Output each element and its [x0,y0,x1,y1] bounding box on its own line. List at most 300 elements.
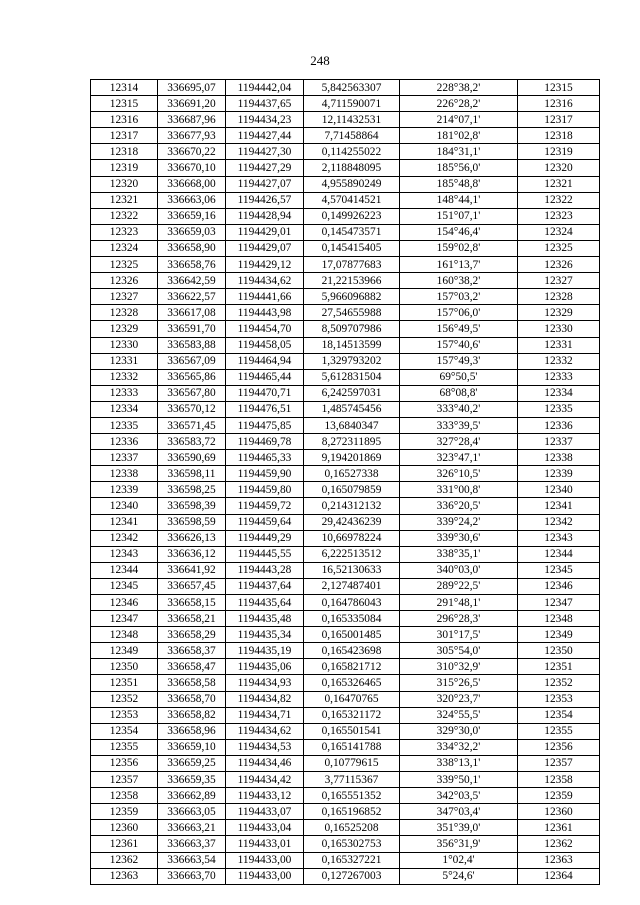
x-coordinate-cell: 336657,45 [158,578,226,594]
point-number-cell: 12350 [91,659,158,675]
x-coordinate-cell: 336659,10 [158,739,226,755]
next-point-cell: 12340 [518,482,600,498]
table-row [91,224,600,240]
y-coordinate-cell: 1194465,44 [226,369,304,385]
point-number-cell: 12330 [91,337,158,353]
y-coordinate-cell: 1194434,23 [226,112,304,128]
y-coordinate-cell: 1194459,72 [226,498,304,514]
x-coordinate-cell: 336591,70 [158,321,226,337]
distance-cell: 9,194201869 [304,450,400,466]
table-row [91,595,600,611]
bearing-cell: 184°31,1' [400,144,518,160]
point-number-cell: 12357 [91,772,158,788]
point-number-cell: 12322 [91,208,158,224]
next-point-cell: 12354 [518,707,600,723]
point-number-cell: 12355 [91,739,158,755]
bearing-cell: 151°07,1' [400,208,518,224]
point-number-cell: 12344 [91,562,158,578]
table-row [91,707,600,723]
next-point-cell: 12342 [518,514,600,530]
y-coordinate-cell: 1194427,44 [226,128,304,144]
next-point-cell: 12344 [518,546,600,562]
distance-cell: 4,711590071 [304,96,400,112]
distance-cell: 10,66978224 [304,530,400,546]
y-coordinate-cell: 1194437,64 [226,578,304,594]
point-number-cell: 12362 [91,852,158,868]
distance-cell: 0,10779615 [304,755,400,771]
table-row [91,868,600,884]
table-row [91,820,600,836]
distance-cell: 16,52130633 [304,562,400,578]
bearing-cell: 315°26,5' [400,675,518,691]
point-number-cell: 12361 [91,836,158,852]
distance-cell: 17,07877683 [304,257,400,273]
distance-cell: 0,164786043 [304,595,400,611]
x-coordinate-cell: 336658,47 [158,659,226,675]
next-point-cell: 12334 [518,385,600,401]
next-point-cell: 12356 [518,739,600,755]
bearing-cell: 324°55,5' [400,707,518,723]
point-number-cell: 12343 [91,546,158,562]
bearing-cell: 156°49,5' [400,321,518,337]
y-coordinate-cell: 1194445,55 [226,546,304,562]
x-coordinate-cell: 336598,25 [158,482,226,498]
bearing-cell: 226°28,2' [400,96,518,112]
bearing-cell: 157°40,6' [400,337,518,353]
y-coordinate-cell: 1194435,34 [226,627,304,643]
next-point-cell: 12319 [518,144,600,160]
table-row [91,208,600,224]
table-row [91,417,600,433]
x-coordinate-cell: 336622,57 [158,289,226,305]
distance-cell: 2,127487401 [304,578,400,594]
table-row [91,240,600,256]
point-number-cell: 12320 [91,176,158,192]
x-coordinate-cell: 336663,05 [158,804,226,820]
next-point-cell: 12339 [518,466,600,482]
x-coordinate-cell: 336658,90 [158,240,226,256]
distance-cell: 0,165001485 [304,627,400,643]
table-row [91,482,600,498]
next-point-cell: 12335 [518,401,600,417]
x-coordinate-cell: 336695,07 [158,80,226,96]
x-coordinate-cell: 336677,93 [158,128,226,144]
next-point-cell: 12328 [518,289,600,305]
x-coordinate-cell: 336663,21 [158,820,226,836]
x-coordinate-cell: 336663,37 [158,836,226,852]
table-row [91,96,600,112]
next-point-cell: 12336 [518,417,600,433]
bearing-cell: 320°23,7' [400,691,518,707]
next-point-cell: 12361 [518,820,600,836]
x-coordinate-cell: 336658,96 [158,723,226,739]
next-point-cell: 12363 [518,852,600,868]
distance-cell: 1,485745456 [304,401,400,417]
distance-cell: 27,54655988 [304,305,400,321]
point-number-cell: 12336 [91,434,158,450]
distance-cell: 18,14513599 [304,337,400,353]
x-coordinate-cell: 336636,12 [158,546,226,562]
point-number-cell: 12345 [91,578,158,594]
y-coordinate-cell: 1194429,07 [226,240,304,256]
bearing-cell: 333°40,2' [400,401,518,417]
bearing-cell: 327°28,4' [400,434,518,450]
bearing-cell: 5°24,6' [400,868,518,884]
distance-cell: 0,149926223 [304,208,400,224]
table-row [91,434,600,450]
table-row [91,498,600,514]
distance-cell: 21,22153966 [304,273,400,289]
point-number-cell: 12318 [91,144,158,160]
distance-cell: 8,509707986 [304,321,400,337]
distance-cell: 0,165196852 [304,804,400,820]
point-number-cell: 12341 [91,514,158,530]
x-coordinate-cell: 336687,96 [158,112,226,128]
next-point-cell: 12359 [518,788,600,804]
y-coordinate-cell: 1194426,57 [226,192,304,208]
y-coordinate-cell: 1194429,01 [226,224,304,240]
point-number-cell: 12328 [91,305,158,321]
bearing-cell: 334°32,2' [400,739,518,755]
x-coordinate-cell: 336659,16 [158,208,226,224]
table-row [91,562,600,578]
table-row [91,659,600,675]
table-row [91,514,600,530]
y-coordinate-cell: 1194434,42 [226,772,304,788]
y-coordinate-cell: 1194433,07 [226,804,304,820]
next-point-cell: 12322 [518,192,600,208]
distance-cell: 12,11432531 [304,112,400,128]
distance-cell: 0,165079859 [304,482,400,498]
x-coordinate-cell: 336659,03 [158,224,226,240]
point-number-cell: 12347 [91,611,158,627]
point-number-cell: 12356 [91,755,158,771]
table-row [91,289,600,305]
point-number-cell: 12352 [91,691,158,707]
y-coordinate-cell: 1194433,00 [226,868,304,884]
next-point-cell: 12327 [518,273,600,289]
table-row [91,675,600,691]
point-number-cell: 12363 [91,868,158,884]
point-number-cell: 12316 [91,112,158,128]
distance-cell: 29,42436239 [304,514,400,530]
bearing-cell: 339°30,6' [400,530,518,546]
bearing-cell: 339°24,2' [400,514,518,530]
point-number-cell: 12337 [91,450,158,466]
point-number-cell: 12327 [91,289,158,305]
table-row [91,450,600,466]
table-row [91,466,600,482]
y-coordinate-cell: 1194442,04 [226,80,304,96]
table-row [91,723,600,739]
x-coordinate-cell: 336567,09 [158,353,226,369]
x-coordinate-cell: 336583,88 [158,337,226,353]
table-row [91,128,600,144]
point-number-cell: 12349 [91,643,158,659]
y-coordinate-cell: 1194434,82 [226,691,304,707]
next-point-cell: 12343 [518,530,600,546]
distance-cell: 0,127267003 [304,868,400,884]
table-row [91,772,600,788]
point-number-cell: 12359 [91,804,158,820]
table-row [91,80,600,96]
y-coordinate-cell: 1194441,66 [226,289,304,305]
table-row [91,321,600,337]
bearing-cell: 161°13,7' [400,257,518,273]
next-point-cell: 12355 [518,723,600,739]
bearing-cell: 342°03,5' [400,788,518,804]
x-coordinate-cell: 336642,59 [158,273,226,289]
table-row [91,273,600,289]
table-row [91,691,600,707]
x-coordinate-cell: 336659,25 [158,755,226,771]
x-coordinate-cell: 336565,86 [158,369,226,385]
bearing-cell: 347°03,4' [400,804,518,820]
y-coordinate-cell: 1194429,12 [226,257,304,273]
distance-cell: 5,966096882 [304,289,400,305]
bearing-cell: 160°38,2' [400,273,518,289]
table-row [91,385,600,401]
point-number-cell: 12340 [91,498,158,514]
x-coordinate-cell: 336658,15 [158,595,226,611]
x-coordinate-cell: 336658,76 [158,257,226,273]
distance-cell: 0,165821712 [304,659,400,675]
next-point-cell: 12345 [518,562,600,578]
distance-cell: 13,6840347 [304,417,400,433]
table-row [91,369,600,385]
table-row [91,546,600,562]
y-coordinate-cell: 1194475,85 [226,417,304,433]
y-coordinate-cell: 1194427,30 [226,144,304,160]
bearing-cell: 296°28,3' [400,611,518,627]
distance-cell: 0,165551352 [304,788,400,804]
bearing-cell: 351°39,0' [400,820,518,836]
x-coordinate-cell: 336663,70 [158,868,226,884]
next-point-cell: 12348 [518,611,600,627]
x-coordinate-cell: 336617,08 [158,305,226,321]
page-number: 248 [310,53,330,68]
next-point-cell: 12352 [518,675,600,691]
distance-cell: 1,329793202 [304,353,400,369]
table-row [91,578,600,594]
y-coordinate-cell: 1194427,07 [226,176,304,192]
bearing-cell: 69°50,5' [400,369,518,385]
table-row [91,112,600,128]
table-row [91,804,600,820]
point-number-cell: 12348 [91,627,158,643]
point-number-cell: 12323 [91,224,158,240]
x-coordinate-cell: 336663,54 [158,852,226,868]
bearing-cell: 305°54,0' [400,643,518,659]
table-row [91,353,600,369]
y-coordinate-cell: 1194437,65 [226,96,304,112]
bearing-cell: 326°10,5' [400,466,518,482]
distance-cell: 4,570414521 [304,192,400,208]
bearing-cell: 157°06,0' [400,305,518,321]
point-number-cell: 12324 [91,240,158,256]
next-point-cell: 12315 [518,80,600,96]
distance-cell: 0,165335084 [304,611,400,627]
y-coordinate-cell: 1194433,00 [226,852,304,868]
bearing-cell: 301°17,5' [400,627,518,643]
distance-cell: 0,165423698 [304,643,400,659]
next-point-cell: 12351 [518,659,600,675]
bearing-cell: 214°07,1' [400,112,518,128]
next-point-cell: 12324 [518,224,600,240]
x-coordinate-cell: 336590,69 [158,450,226,466]
point-number-cell: 12326 [91,273,158,289]
y-coordinate-cell: 1194470,71 [226,385,304,401]
table-row [91,788,600,804]
y-coordinate-cell: 1194434,62 [226,723,304,739]
point-number-cell: 12339 [91,482,158,498]
distance-cell: 0,165327221 [304,852,400,868]
bearing-cell: 323°47,1' [400,450,518,466]
next-point-cell: 12321 [518,176,600,192]
bearing-cell: 339°50,1' [400,772,518,788]
x-coordinate-cell: 336598,39 [158,498,226,514]
table-row [91,401,600,417]
bearing-cell: 331°00,8' [400,482,518,498]
bearing-cell: 340°03,0' [400,562,518,578]
point-number-cell: 12346 [91,595,158,611]
point-number-cell: 12314 [91,80,158,96]
bearing-cell: 289°22,5' [400,578,518,594]
distance-cell: 5,842563307 [304,80,400,96]
next-point-cell: 12349 [518,627,600,643]
next-point-cell: 12320 [518,160,600,176]
y-coordinate-cell: 1194434,71 [226,707,304,723]
y-coordinate-cell: 1194443,98 [226,305,304,321]
x-coordinate-cell: 336567,80 [158,385,226,401]
table-row [91,160,600,176]
x-coordinate-cell: 336626,13 [158,530,226,546]
x-coordinate-cell: 336658,82 [158,707,226,723]
y-coordinate-cell: 1194435,64 [226,595,304,611]
next-point-cell: 12331 [518,337,600,353]
next-point-cell: 12338 [518,450,600,466]
y-coordinate-cell: 1194459,80 [226,482,304,498]
x-coordinate-cell: 336641,92 [158,562,226,578]
next-point-cell: 12350 [518,643,600,659]
bearing-cell: 185°56,0' [400,160,518,176]
bearing-cell: 228°38,2' [400,80,518,96]
distance-cell: 0,16527338 [304,466,400,482]
table-row [91,192,600,208]
table-row [91,305,600,321]
table-row [91,739,600,755]
distance-cell: 8,272311895 [304,434,400,450]
distance-cell: 5,612831504 [304,369,400,385]
point-number-cell: 12354 [91,723,158,739]
next-point-cell: 12341 [518,498,600,514]
y-coordinate-cell: 1194454,70 [226,321,304,337]
bearing-cell: 68°08,8' [400,385,518,401]
table-row [91,836,600,852]
table-row [91,257,600,273]
y-coordinate-cell: 1194433,01 [226,836,304,852]
bearing-cell: 154°46,4' [400,224,518,240]
table-row [91,755,600,771]
x-coordinate-cell: 336670,10 [158,160,226,176]
point-number-cell: 12329 [91,321,158,337]
next-point-cell: 12362 [518,836,600,852]
x-coordinate-cell: 336670,22 [158,144,226,160]
table-row [91,337,600,353]
distance-cell: 0,145415405 [304,240,400,256]
next-point-cell: 12325 [518,240,600,256]
distance-cell: 0,165141788 [304,739,400,755]
x-coordinate-cell: 336662,89 [158,788,226,804]
next-point-cell: 12337 [518,434,600,450]
distance-cell: 0,16470765 [304,691,400,707]
bearing-cell: 329°30,0' [400,723,518,739]
next-point-cell: 12358 [518,772,600,788]
bearing-cell: 338°13,1' [400,755,518,771]
distance-cell: 3,77115367 [304,772,400,788]
y-coordinate-cell: 1194435,48 [226,611,304,627]
y-coordinate-cell: 1194465,33 [226,450,304,466]
bearing-cell: 1°02,4' [400,852,518,868]
next-point-cell: 12360 [518,804,600,820]
bearing-cell: 181°02,8' [400,128,518,144]
bearing-cell: 157°49,3' [400,353,518,369]
x-coordinate-cell: 336658,70 [158,691,226,707]
distance-cell: 6,242597031 [304,385,400,401]
distance-cell: 0,165326465 [304,675,400,691]
point-number-cell: 12338 [91,466,158,482]
x-coordinate-cell: 336658,29 [158,627,226,643]
point-number-cell: 12331 [91,353,158,369]
bearing-cell: 356°31,9' [400,836,518,852]
point-number-cell: 12360 [91,820,158,836]
y-coordinate-cell: 1194434,93 [226,675,304,691]
table-row [91,611,600,627]
x-coordinate-cell: 336598,11 [158,466,226,482]
y-coordinate-cell: 1194434,53 [226,739,304,755]
y-coordinate-cell: 1194443,28 [226,562,304,578]
next-point-cell: 12316 [518,96,600,112]
y-coordinate-cell: 1194449,29 [226,530,304,546]
next-point-cell: 12317 [518,112,600,128]
bearing-cell: 157°03,2' [400,289,518,305]
x-coordinate-cell: 336658,37 [158,643,226,659]
distance-cell: 2,118848095 [304,160,400,176]
y-coordinate-cell: 1194464,94 [226,353,304,369]
x-coordinate-cell: 336658,58 [158,675,226,691]
table-row [91,176,600,192]
y-coordinate-cell: 1194435,19 [226,643,304,659]
next-point-cell: 12346 [518,578,600,594]
point-number-cell: 12333 [91,385,158,401]
point-number-cell: 12353 [91,707,158,723]
x-coordinate-cell: 336598,59 [158,514,226,530]
y-coordinate-cell: 1194428,94 [226,208,304,224]
x-coordinate-cell: 336691,20 [158,96,226,112]
bearing-cell: 148°44,1' [400,192,518,208]
y-coordinate-cell: 1194433,12 [226,788,304,804]
point-number-cell: 12315 [91,96,158,112]
next-point-cell: 12347 [518,595,600,611]
distance-cell: 4,955890249 [304,176,400,192]
distance-cell: 7,71458864 [304,128,400,144]
next-point-cell: 12353 [518,691,600,707]
table-row [91,144,600,160]
next-point-cell: 12318 [518,128,600,144]
distance-cell: 0,165501541 [304,723,400,739]
next-point-cell: 12332 [518,353,600,369]
bearing-cell: 310°32,9' [400,659,518,675]
